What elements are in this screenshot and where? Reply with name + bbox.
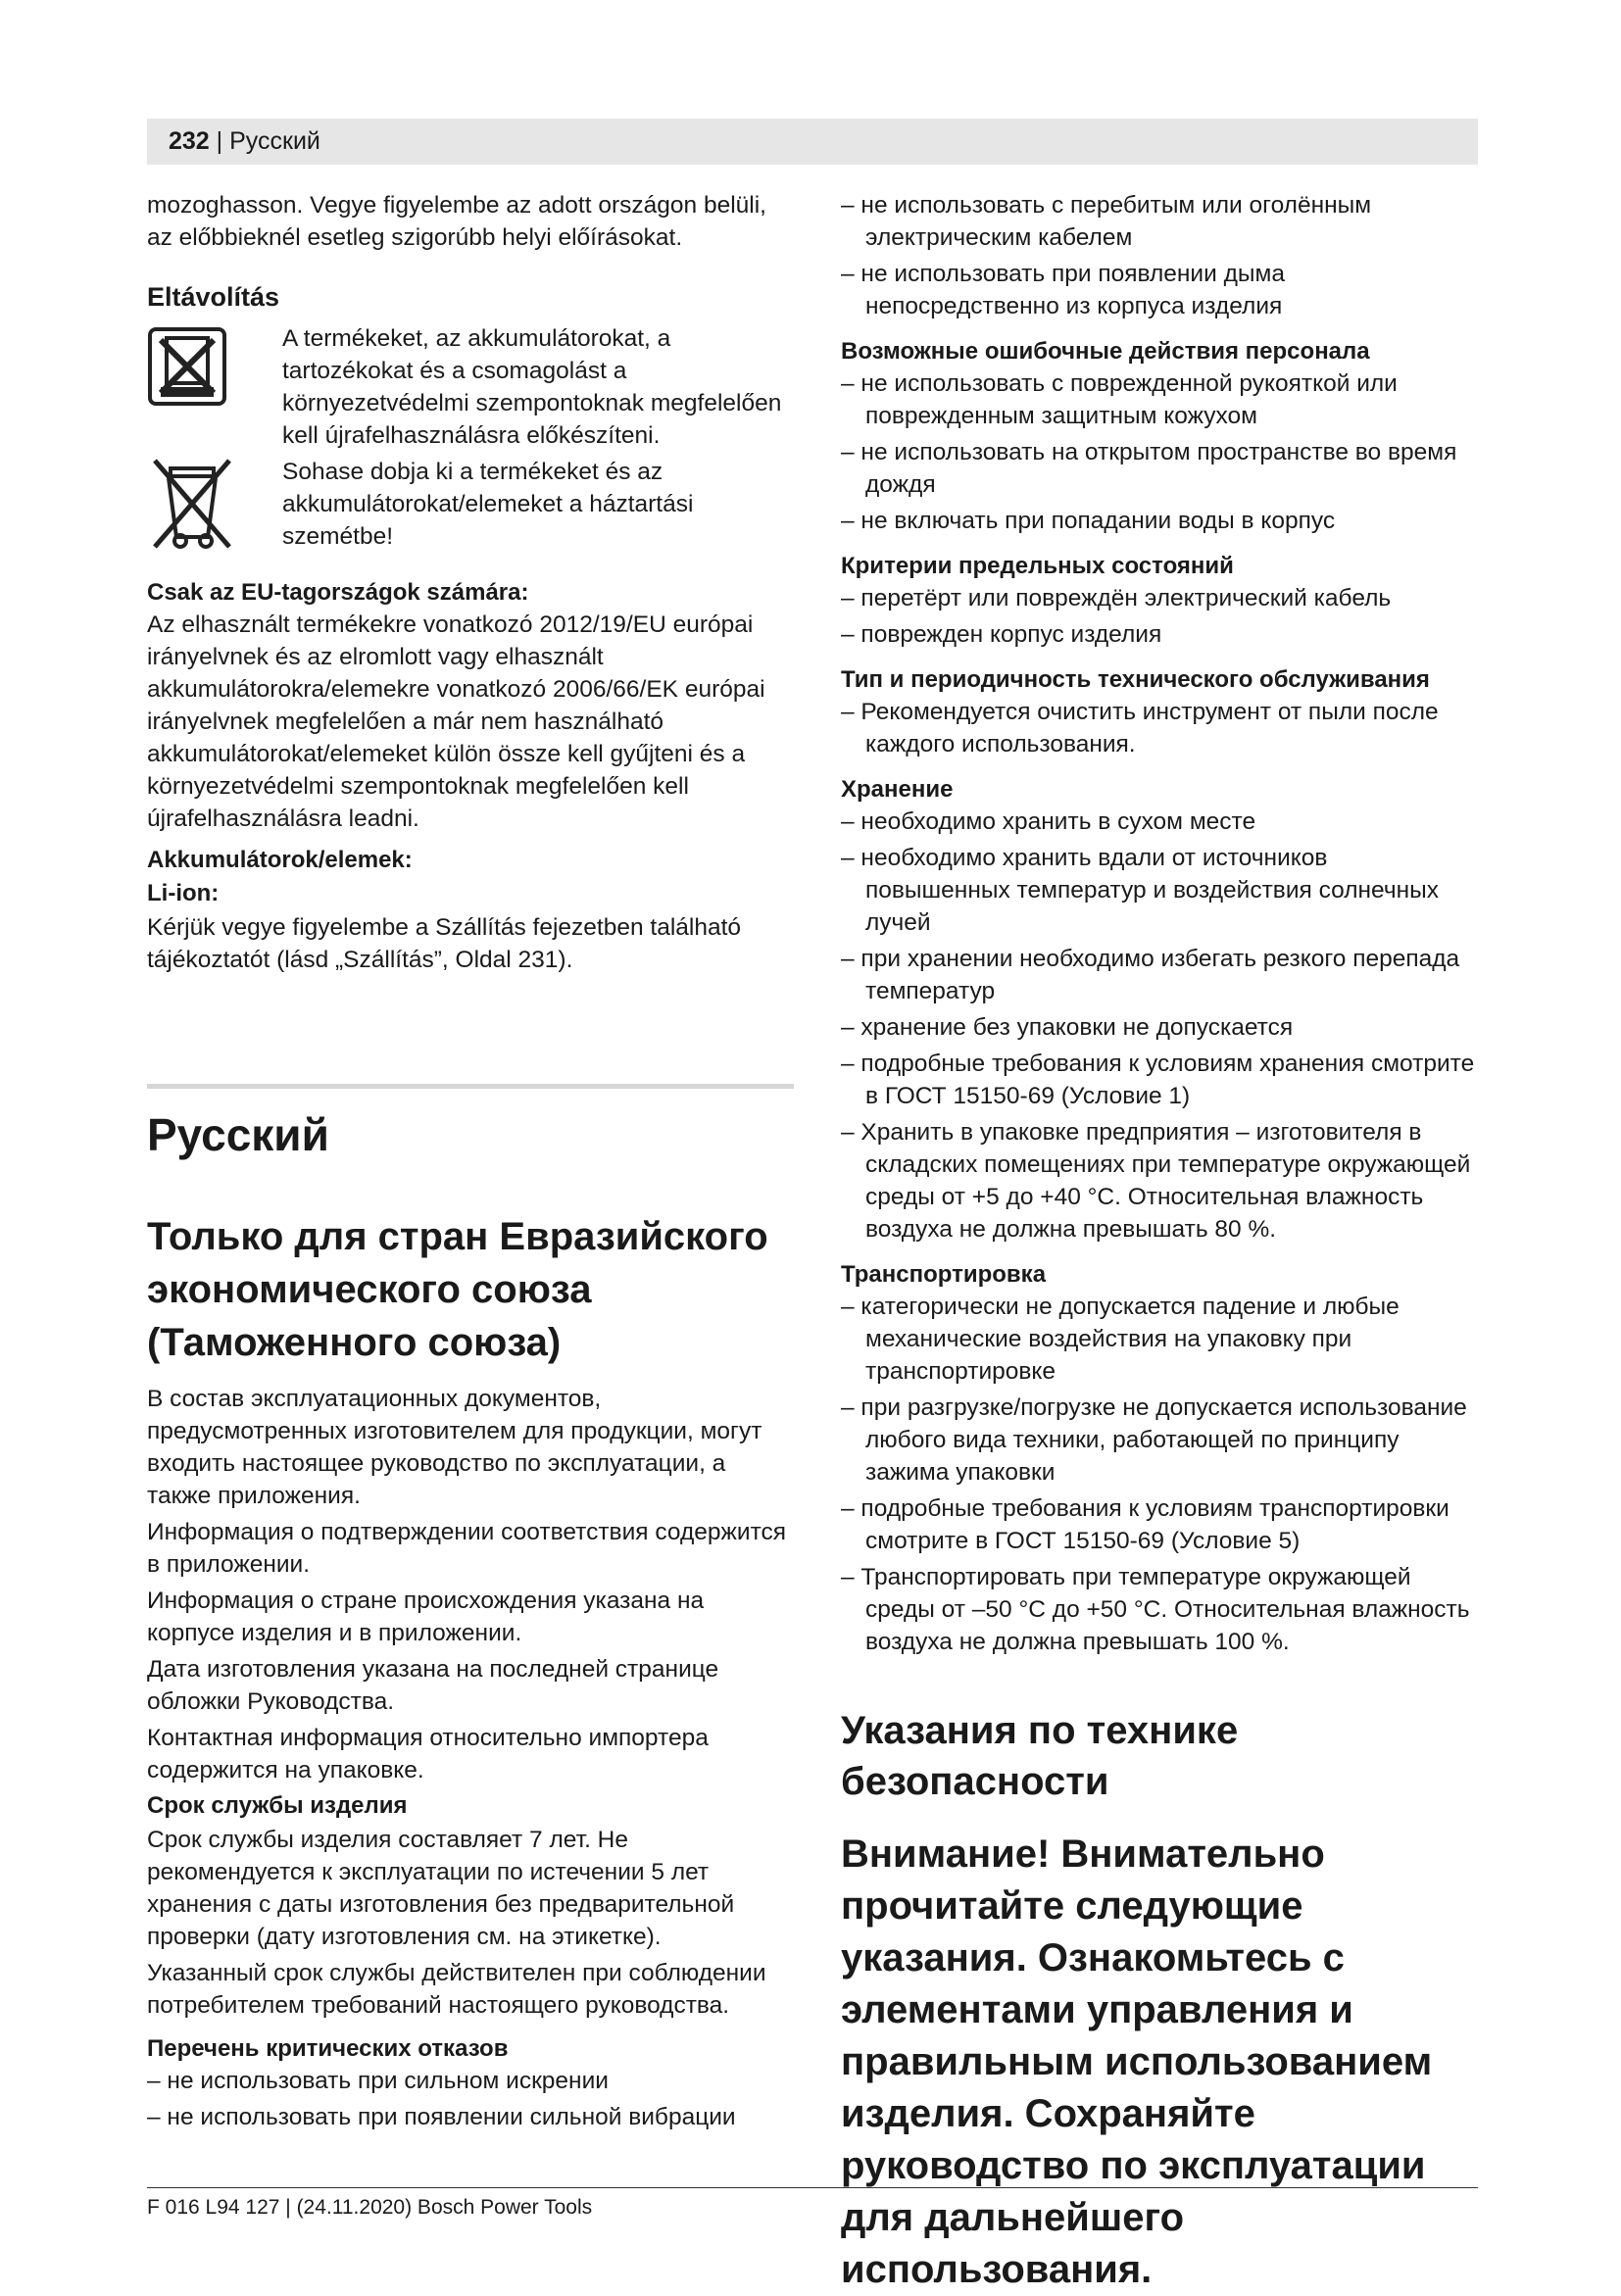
footer-text: F 016 L94 127 | (24.11.2020) Bosch Power Tools — [147, 2196, 593, 2219]
error-item: – не использовать с поврежденной рукояткой или поврежденным защитным кожухом — [841, 370, 1398, 429]
limit-item: – поврежден корпус изделия — [841, 621, 1162, 648]
storage-item: – необходимо хранить вдали от источников повышенных температур и воздействия солнечных лучей — [841, 845, 1439, 936]
disposal-text-2: Sohase dobja ki a termékeket és az akkumulátorokat/elemeket a háztartási szemétbe! — [282, 459, 694, 550]
eu-heading: Csak az EU-tagországok számára: — [147, 579, 529, 606]
footer-divider — [147, 2187, 1478, 2188]
limit-states-heading: Критерии предельных состояний — [841, 553, 1234, 579]
storage-item: – подробные требования к условиям хранения смотрите в ГОСТ 15150-69 (Условие 1) — [841, 1050, 1475, 1109]
crossed-bin-icon — [147, 453, 237, 551]
storage-heading: Хранение — [841, 776, 954, 803]
critical-failures-heading: Перечень критических отказов — [147, 2035, 509, 2062]
storage-item: – необходимо хранить в сухом месте — [841, 808, 1256, 835]
disposal-heading: Eltávolítás — [147, 282, 280, 312]
error-item: – не использовать на открытом пространстве во время дождя — [841, 439, 1457, 498]
page-header — [147, 119, 1478, 165]
storage-item: – при хранении необходимо избегать резкого перепада температур — [841, 946, 1460, 1004]
recycle-packaging-icon — [147, 326, 227, 407]
right-column — [841, 189, 1478, 2296]
liion-paragraph: Kérjük vegye figyelembe a Szállítás fejezetben található tájékoztatót (lásd „Szállítás”, Oldal 231). — [147, 914, 742, 973]
intro-paragraph: mozoghasson. Vegye figyelembe az adott országon belüli, az előbbieknél esetleg szigorúbb helyi előírásokat. — [147, 192, 766, 251]
liion-heading: Li-ion: — [147, 880, 220, 906]
storage-item: – Хранить в упаковке предприятия – изготовителя в складских помещениях при температуре окружающей среды от +5 до +40 °C. Относительная влажность воздуха не должна превышать 80 %. — [841, 1119, 1471, 1243]
transport-item: – Транспортировать при температуре окружающей среды от –50 °C до +50 °C. Относительная влажность воздуха не должна превышать 100 %. — [841, 1564, 1470, 1655]
limit-item: – перетёрт или повреждён электрический кабель — [841, 585, 1392, 611]
transport-item: – подробные требования к условиям транспортировки смотрите в ГОСТ 15150-69 (Условие 5) — [841, 1495, 1449, 1554]
transport-heading: Транспортировка — [841, 1261, 1047, 1288]
eaeu-paragraph-5: Контактная информация относительно импортера содержится на упаковке. — [147, 1725, 709, 1783]
service-life-paragraph-1: Срок службы изделия составляет 7 лет. Не рекомендуется к эксплуатации по истечении 5 лет хранения с даты изготовления без предварительной проверки (дату изготовления см. на этикетке). — [147, 1827, 735, 1950]
section-divider — [147, 1084, 794, 1089]
eaeu-paragraph-2: Информация о подтверждении соответствия содержится в приложении. — [147, 1519, 787, 1578]
header-language: Русский — [229, 127, 320, 155]
safety-warning: Внимание! Внимательно прочитайте следующие указания. Ознакомьтесь с элементами управления и правильным использованием изделия. Сохраняйте руководство по эксплуатации для дальнейшего использования. — [841, 1832, 1433, 2291]
disposal-block — [147, 322, 794, 577]
left-column — [147, 189, 794, 2133]
header-text — [169, 126, 320, 156]
storage-item: – хранение без упаковки не допускается — [841, 1014, 1294, 1041]
service-life-heading: Срок службы изделия — [147, 1792, 408, 1819]
page-number: 232 — [169, 127, 210, 155]
eaeu-heading: Только для стран Евразийского экономического союза (Таможенного союза) — [147, 1215, 768, 1364]
transport-item: – при разгрузке/погрузке не допускается использование любого вида техники, работающей по принципу зажима упаковки — [841, 1394, 1467, 1486]
batteries-heading: Akkumulátorok/elemek: — [147, 847, 413, 873]
maintenance-heading: Тип и периодичность технического обслуживания — [841, 666, 1430, 693]
failure-item: – не использовать при появлении дыма непосредственно из корпуса изделия — [841, 261, 1285, 319]
failure-item: – не использовать при сильном искрении — [147, 2068, 609, 2094]
error-item: – не включать при попадании воды в корпус — [841, 508, 1336, 534]
maintenance-item: – Рекомендуется очистить инструмент от пыли после каждого использования. — [841, 699, 1439, 757]
russian-section-title: Русский — [147, 1109, 329, 1160]
disposal-text-1: A termékeket, az akkumulátorokat, a tartozékokat és a csomagolást a környezetvédelmi szempontoknak megfelelően kell újrafelhasználásra előkészíteni. — [282, 325, 782, 449]
header-separator: | — [216, 127, 223, 155]
transport-item: – категорически не допускается падение и любые механические воздействия на упаковку при транспортировке — [841, 1294, 1400, 1385]
service-life-paragraph-2: Указанный срок службы действителен при соблюдении потребителем требований настоящего руководства. — [147, 1960, 766, 2019]
errors-heading: Возможные ошибочные действия персонала — [841, 338, 1370, 365]
eu-paragraph: Az elhasznált termékekre vonatkozó 2012/19/EU európai irányelvnek és az elromlott vagy elhasznált akkumulátorokra/elemekre vonatkozó 2006/66/EK európai irányelvnek megfelelően a már nem használható akkumulátorokat/elemeket külön össze kell gyűjteni és a környezetvédelmi szempontoknak megfelelően kell újrafelhasználásra leadni. — [147, 611, 765, 832]
eaeu-paragraph-3: Информация о стране происхождения указана на корпусе изделия и в приложении. — [147, 1588, 705, 1646]
eaeu-paragraph-4: Дата изготовления указана на последней странице обложки Руководства. — [147, 1656, 719, 1715]
safety-heading: Указания по технике безопасности — [841, 1709, 1239, 1803]
failure-item: – не использовать при появлении сильной вибрации — [147, 2104, 736, 2130]
eaeu-paragraph-1: В состав эксплуатационных документов, предусмотренных изготовителем для продукции, могут входить настоящее руководство по эксплуатации, а также приложения. — [147, 1386, 762, 1509]
failure-item: – не использовать с перебитым или оголённым электрическим кабелем — [841, 192, 1372, 251]
